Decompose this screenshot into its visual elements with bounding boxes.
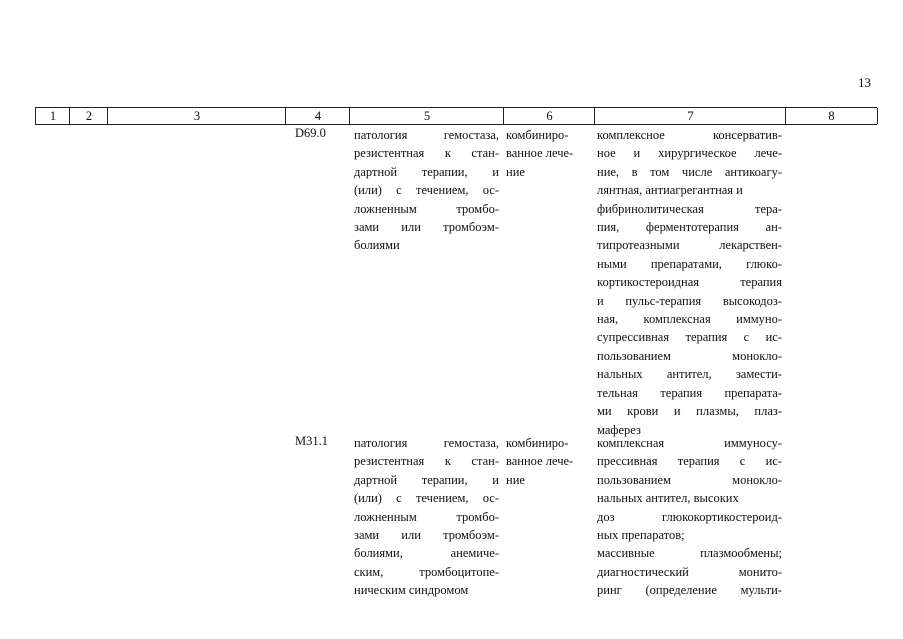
entry-2-method-line: нальных антител, высоких — [597, 491, 739, 506]
entry-1-condition — [354, 126, 499, 255]
entry-2-condition-line: болиями, анемиче- — [354, 546, 499, 561]
entry-2-condition-line: ническим синдромом — [354, 583, 469, 598]
entry-2-method-line: ных препаратов; — [597, 528, 685, 543]
table-header-row — [35, 107, 877, 125]
entry-2-method-line: доз глюкокортикостероид- — [597, 509, 782, 524]
entry-1-treatment-type-line: ванное лече- — [506, 146, 574, 161]
entry-2-method-line: комплексная иммуносу- — [597, 436, 782, 450]
entry-1-treatment-type — [506, 126, 592, 181]
entry-1-method-line: лянтная, антиагрегантная и — [597, 183, 743, 198]
entry-1-method-line: ное и хирургическое лече- — [597, 146, 782, 161]
entry-2-condition-line: резистентная к стан- — [354, 454, 499, 469]
entry-2-method-line: прессивная терапия с ис- — [597, 454, 782, 469]
entry-1-method-line: ная, комплексная иммуно- — [597, 312, 782, 327]
entry-1-method-line: пия, ферментотерапия ан- — [597, 220, 782, 235]
entry-1-condition-line: резистентная к стан- — [354, 146, 499, 161]
entry-2-treatment-type-line: комбиниро- — [506, 436, 569, 450]
entry-1-condition-line: дартной терапии, и — [354, 164, 499, 179]
header-col-7: 7 — [594, 108, 786, 124]
entry-2-method — [597, 434, 782, 600]
entry-1-method-line: кортикостероидная терапия — [597, 275, 782, 290]
entry-2-treatment-type-line: ние — [506, 472, 525, 487]
header-col-2: 2 — [69, 108, 108, 124]
entry-1-method-line: тельная терапия препарата- — [597, 385, 782, 400]
entry-1-condition-line: зами или тромбоэм- — [354, 220, 499, 235]
entry-2-code: M31.1 — [295, 434, 328, 448]
entry-1-method-line: ными препаратами, глюко- — [597, 256, 782, 271]
entry-2-condition — [354, 434, 499, 600]
entry-2-condition-line: зами или тромбоэм- — [354, 528, 499, 543]
entry-1-method-line: нальных антител, замести- — [597, 367, 782, 382]
page-number: 13 — [858, 75, 871, 90]
entry-1-treatment-type-line: комбиниро- — [506, 128, 569, 142]
entry-2-treatment-type — [506, 434, 592, 489]
entry-2-condition-line: ским, тромбоцитопе- — [354, 564, 499, 579]
entry-1-method-line: комплексное консерватив- — [597, 128, 782, 142]
entry-2-method-line: диагностический монито- — [597, 564, 782, 579]
entry-1-method-line: фибринолитическая тера- — [597, 201, 782, 216]
entry-1-method — [597, 126, 782, 439]
entry-1-method-line: типротеазными лекарствен- — [597, 238, 782, 253]
entry-2-condition-line: (или) с течением, ос- — [354, 491, 499, 506]
entry-1-condition-line: (или) с течением, ос- — [354, 183, 499, 198]
entry-1-method-line: маферез — [597, 422, 641, 437]
entry-1-method-line: супрессивная терапия с ис- — [597, 330, 782, 345]
entry-2-method-line: пользованием монокло- — [597, 472, 782, 487]
entry-1-treatment-type-line: ние — [506, 164, 525, 179]
header-col-6: 6 — [503, 108, 595, 124]
entry-2-treatment-type-line: ванное лече- — [506, 454, 574, 469]
header-col-4: 4 — [285, 108, 350, 124]
entry-1-condition-line: болиями — [354, 238, 400, 253]
entry-1-method-line: и пульс-терапия высокодоз- — [597, 293, 782, 308]
entry-1-code: D69.0 — [295, 126, 326, 140]
entry-1-condition-line: патология гемостаза, — [354, 128, 499, 142]
entry-1-condition-line: ложненным тромбо- — [354, 201, 499, 216]
entry-2-method-line: массивные плазмообмены; — [597, 546, 782, 561]
entry-1-method-line: ние, в том числе антикоагу- — [597, 164, 782, 179]
header-col-1: 1 — [35, 108, 70, 124]
entry-1-method-line: пользованием монокло- — [597, 348, 782, 363]
header-col-8: 8 — [785, 108, 878, 124]
entry-1-method-line: ми крови и плазмы, плаз- — [597, 404, 782, 419]
entry-2-condition-line: ложненным тромбо- — [354, 509, 499, 524]
header-col-5: 5 — [349, 108, 504, 124]
entry-2-condition-line: патология гемостаза, — [354, 436, 499, 450]
entry-2-method-line: ринг (определение мульти- — [597, 583, 782, 598]
entry-2-condition-line: дартной терапии, и — [354, 472, 499, 487]
header-col-3: 3 — [107, 108, 286, 124]
